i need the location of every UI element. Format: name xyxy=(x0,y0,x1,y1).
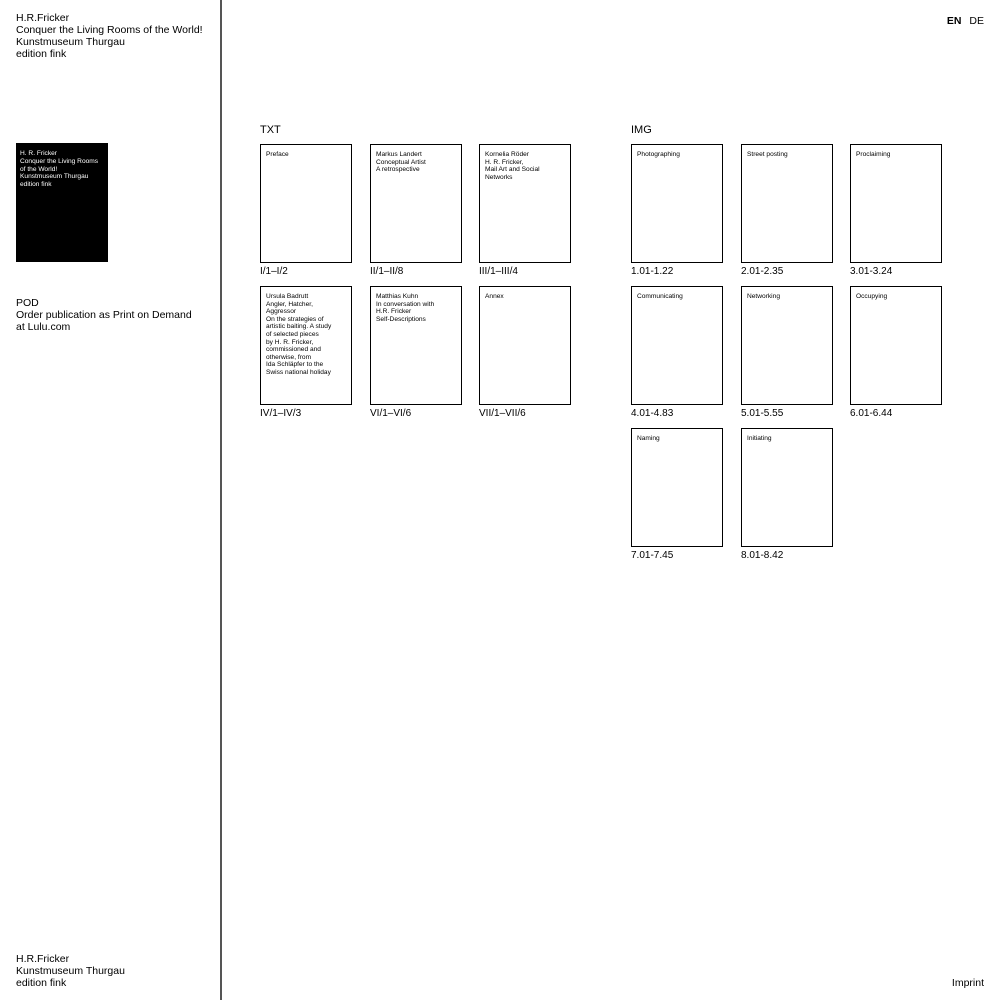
card-text-line: Ursula Badrutt xyxy=(266,293,309,300)
img-chapter-card[interactable] xyxy=(631,144,723,263)
img-chapter-card[interactable] xyxy=(741,286,833,405)
card-text-line: Initiating xyxy=(747,435,772,442)
card-text-line: Annex xyxy=(485,293,504,300)
txt-chapter-card[interactable] xyxy=(479,144,571,263)
card-text-line: otherwise, from xyxy=(266,353,312,361)
card-text-line: Self-Descriptions xyxy=(376,315,426,323)
card-text-line: A retrospective xyxy=(376,166,420,174)
pod-line: at Lulu.com xyxy=(16,321,71,333)
lang-en-link[interactable]: EN xyxy=(946,15,962,27)
card-text-line: Street posting xyxy=(747,151,788,158)
txt-chapter-range[interactable]: III/1–III/4 xyxy=(479,266,518,277)
footer-line: Kunstmuseum Thurgau xyxy=(16,965,125,977)
card-text-line: by H. R. Fricker, xyxy=(266,338,314,346)
pod-order-link[interactable] xyxy=(16,309,192,333)
card-text-line: Aggressor xyxy=(266,308,297,316)
cover-line: edition fink xyxy=(20,181,52,189)
card-text-line: Networking xyxy=(747,293,780,300)
cover-line: Conquer the Living Rooms xyxy=(20,157,99,165)
header-line: edition fink xyxy=(16,48,67,60)
card-text-line: Matthias Kuhn xyxy=(376,293,419,300)
txt-chapter-range[interactable]: I/1–I/2 xyxy=(260,266,288,277)
card-text-line: On the strategies of xyxy=(266,315,324,323)
txt-chapter-card[interactable] xyxy=(479,286,571,405)
card-text-line: artistic baiting. A study xyxy=(266,323,332,331)
img-chapter-card[interactable] xyxy=(850,144,942,263)
card-text-line: Proclaiming xyxy=(856,151,891,158)
card-text-line: In conversation with xyxy=(376,300,435,308)
card-text-line: Angler, Hatcher, xyxy=(266,300,313,308)
card-text-line: H.R. Fricker xyxy=(376,308,412,316)
img-chapter-card[interactable] xyxy=(850,286,942,405)
txt-section-title: TXT xyxy=(260,124,281,136)
img-chapter-card[interactable] xyxy=(741,428,833,547)
pod-line: Order publication as Print on Demand xyxy=(16,309,192,321)
txt-chapter-range[interactable]: VII/1–VII/6 xyxy=(479,408,526,419)
language-switcher xyxy=(947,15,984,27)
img-chapter-range[interactable]: 1.01-1.22 xyxy=(631,266,674,277)
txt-chapter-range[interactable]: IV/1–IV/3 xyxy=(260,408,302,419)
img-chapter-range[interactable]: 8.01-8.42 xyxy=(741,550,784,561)
imprint-link[interactable]: Imprint xyxy=(951,977,984,989)
footer-line: H.R.Fricker xyxy=(16,953,70,965)
img-chapter-card[interactable] xyxy=(741,144,833,263)
txt-chapter-card[interactable] xyxy=(260,286,352,405)
txt-chapter-range[interactable]: VI/1–VI/6 xyxy=(370,408,412,419)
pod-section xyxy=(16,297,192,333)
txt-chapter-range[interactable]: II/1–II/8 xyxy=(370,266,404,277)
card-text-line: Communicating xyxy=(637,293,683,300)
img-chapter-card[interactable] xyxy=(631,428,723,547)
pod-title: POD xyxy=(16,297,39,309)
txt-chapter-card[interactable] xyxy=(370,144,462,263)
header-line: Kunstmuseum Thurgau xyxy=(16,36,125,48)
img-chapter-range[interactable]: 5.01-5.55 xyxy=(741,408,784,419)
lang-de-link[interactable]: DE xyxy=(969,15,984,27)
card-text-line: Preface xyxy=(266,151,289,158)
card-text-line: H. R. Fricker, xyxy=(485,158,524,166)
card-text-line: Conceptual Artist xyxy=(376,158,426,166)
cover-line: of the World! xyxy=(20,165,58,173)
img-chapter-range[interactable]: 3.01-3.24 xyxy=(850,266,893,277)
img-chapter-range[interactable]: 6.01-6.44 xyxy=(850,408,893,419)
card-text-line: Occupying xyxy=(856,293,888,300)
sidebar xyxy=(0,0,222,1000)
footer-line: edition fink xyxy=(16,977,67,989)
card-text-line: Swiss national holiday xyxy=(266,368,331,376)
card-text-line: commissioned and xyxy=(266,346,321,354)
header-line: Conquer the Living Rooms of the World! xyxy=(16,24,203,36)
card-text-line: Mail Art and Social xyxy=(485,166,540,174)
book-cover[interactable] xyxy=(16,143,108,262)
card-text-line: Networks xyxy=(485,173,513,181)
card-text-line: Naming xyxy=(637,435,660,442)
img-chapter-range[interactable]: 4.01-4.83 xyxy=(631,408,674,419)
card-text-line: Photographing xyxy=(637,151,680,158)
header-line: H.R.Fricker xyxy=(16,12,70,24)
sidebar-footer xyxy=(16,953,125,989)
txt-chapter-card[interactable] xyxy=(260,144,352,263)
img-chapter-card[interactable] xyxy=(631,286,723,405)
txt-chapter-card[interactable] xyxy=(370,286,462,405)
card-text-line: Ida Schläpfer to the xyxy=(266,361,324,369)
img-section-title: IMG xyxy=(631,124,652,136)
card-text-line: of selected pieces xyxy=(266,330,319,338)
publication-header[interactable] xyxy=(16,12,203,60)
card-text-line: Kornelia Röder xyxy=(485,151,529,158)
img-chapter-range[interactable]: 2.01-2.35 xyxy=(741,266,784,277)
cover-line: Kunstmuseum Thurgau xyxy=(20,173,89,181)
cover-line: H. R. Fricker xyxy=(20,150,57,157)
card-text-line: Markus Landert xyxy=(376,151,422,158)
img-chapter-range[interactable]: 7.01-7.45 xyxy=(631,550,674,561)
